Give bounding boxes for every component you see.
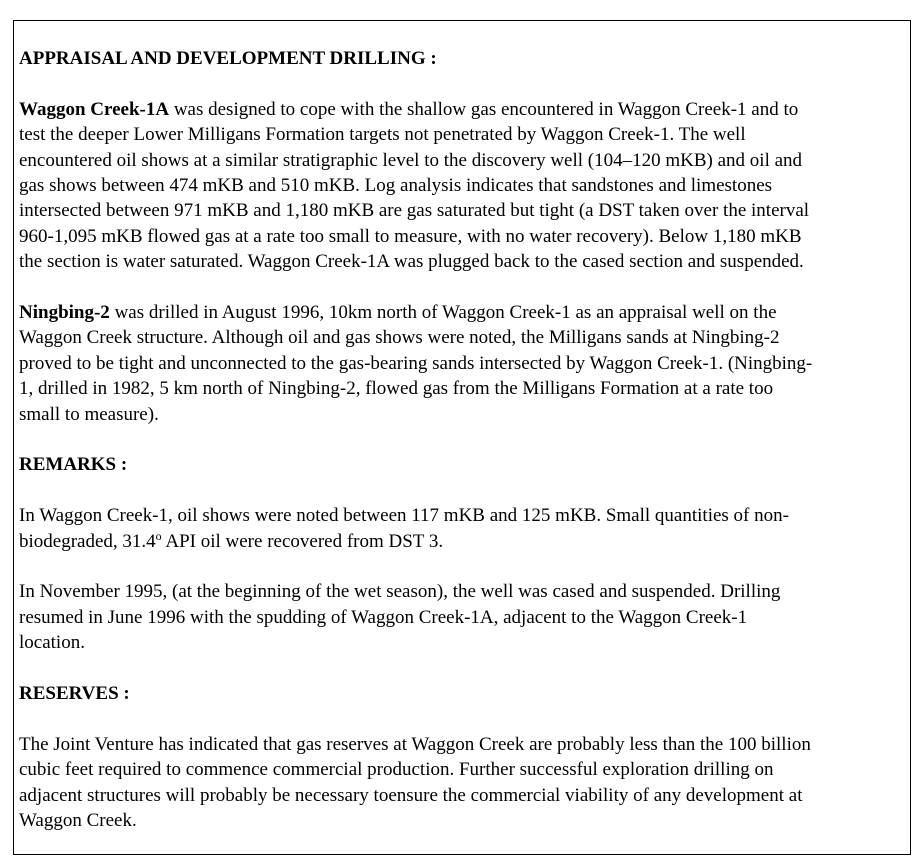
text-line: location.: [19, 632, 85, 654]
text-line: The Joint Venture has indicated that gas reserves at Waggon Creek are probably less than the 100 billion: [19, 733, 811, 755]
paragraph-reserves: [19, 732, 912, 834]
text-line: gas shows between 474 mKB and 510 mKB. Log analysis indicates that sandstones and limestones: [19, 175, 773, 197]
document-body: [19, 46, 912, 859]
well-name-ningbing-2: Ningbing-2: [19, 302, 110, 324]
section-heading-appraisal: APPRAISAL AND DEVELOPMENT DRILLING :: [19, 48, 437, 69]
text-line: encountered oil shows at a similar stratigraphic level to the discovery well (104–120 mKB) and oil and: [19, 149, 803, 171]
text-line: proved to be tight and unconnected to the gas-bearing sands intersected by Waggon Creek-1. (Ningbing-: [19, 352, 813, 374]
text-line: cubic feet required to commence commercial production. Further successful exploration drilling on: [19, 759, 774, 781]
text-line: test the deeper Lower Milligans Formation targets not penetrated by Waggon Creek-1. The well: [19, 124, 746, 146]
paragraph-waggon-creek-1a: Waggon Creek-1A was designed to cope with the shallow gas encountered in Waggon Creek-1 and to test the deeper Lower Milligans Formation targets not penetrated by Waggon Creek-1. The well encountered oil shows at a similar stratigraphic level to the discovery well (104–120 mKB) and oil and gas shows between 474 mKB and 510 mKB. Log analysis indicates that sandstones and limestones intersected between 971 mKB and 1,180 mKB are gas saturated but tight (a DST taken over the interval 960-1,095 mKB flowed gas at a rate too small to measure, with no water recovery). Below 1,180 mKB the section is water saturated. Waggon Creek-1A was plugged back to the cased section and suspended.: [19, 97, 912, 275]
section-heading-remarks: REMARKS :: [19, 454, 128, 476]
text-line: intersected between 971 mKB and 1,180 mKB are gas saturated but tight (a DST taken over the interval: [19, 200, 810, 222]
text-line: resumed in June 1996 with the spudding of Waggon Creek-1A, adjacent to the Waggon Creek-1: [19, 606, 748, 628]
text-line: 960-1,095 mKB flowed gas at a rate too small to measure, with no water recovery). Below 1,180 mKB: [19, 225, 802, 247]
degree-superscript: o: [155, 528, 162, 543]
paragraph-oil-shows: In Waggon Creek-1, oil shows were noted between 117 mKB and 125 mKB. Small quantities of non- biodegraded, 31.4$^o$ API oil were recovered from DST 3.: [19, 503, 912, 554]
text-line: In November 1995, (at the beginning of the wet season), the well was cased and suspended. Drilling: [19, 581, 781, 603]
text-line: small to measure).: [19, 403, 159, 425]
section-heading-reserves: RESERVES :: [19, 683, 130, 705]
text-line: 1, drilled in 1982, 5 km north of Ningbing-2, flowed gas from the Milligans Formation at a rate too: [19, 378, 774, 400]
paragraph-ningbing-2: Ningbing-2 was drilled in August 1996, 10km north of Waggon Creek-1 as an appraisal well on the Waggon Creek structure. Although oil and gas shows were noted, the Milligans sands at Ningbing-2 proved to be tight and unconnected to the gas-bearing sands intersected by Waggon Creek-1. (Ningbing- 1, drilled in 1982, 5 km north of Ningbing-2, flowed gas from the Milligans Formation at a rate too small to measure).: [19, 300, 912, 427]
well-name-waggon-creek-1a: Waggon Creek-1A: [19, 98, 170, 120]
text-line: In Waggon Creek-1, oil shows were noted between 117 mKB and 125 mKB. Small quantities of non-: [19, 505, 789, 527]
text-line: the section is water saturated. Waggon Creek-1A was plugged back to the cased section and suspended.: [19, 251, 804, 273]
text-line: Waggon Creek.: [19, 810, 137, 832]
text-line: adjacent structures will probably be necessary toensure the commercial viability of any development at: [19, 784, 803, 806]
paragraph-suspension: [19, 579, 912, 655]
text-line: Waggon Creek structure. Although oil and gas shows were noted, the Milligans sands at Ningbing-2: [19, 327, 780, 349]
